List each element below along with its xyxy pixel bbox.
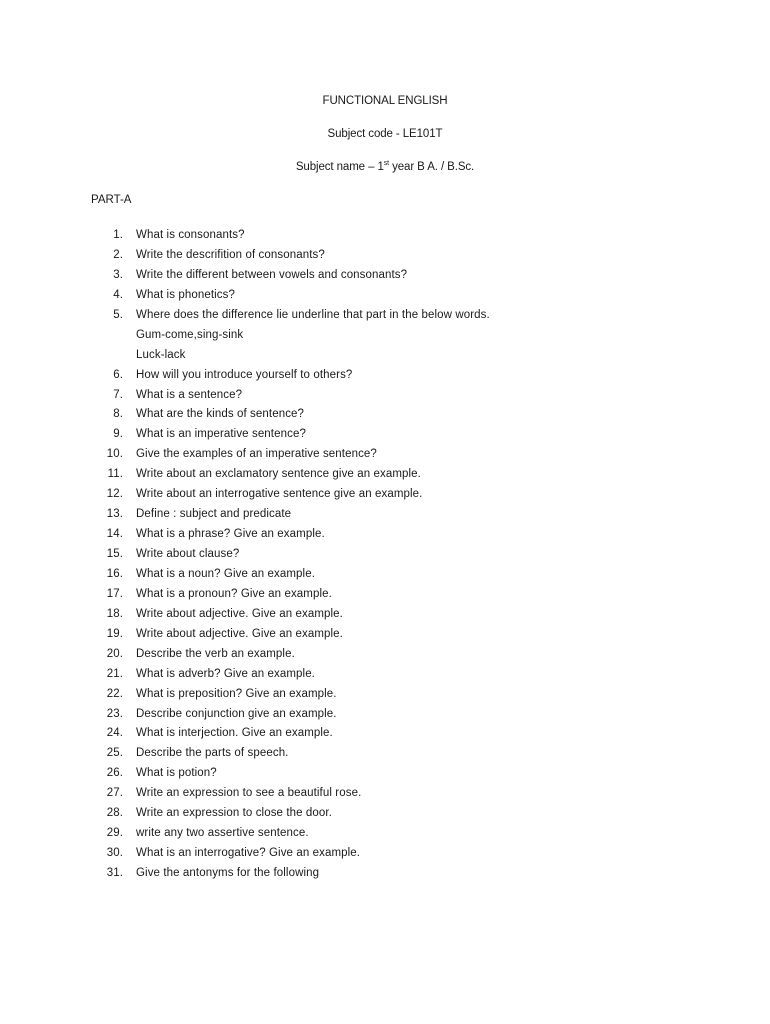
question-text: What is interjection. Give an example. bbox=[136, 727, 333, 740]
question-number: 6. bbox=[113, 368, 123, 381]
question-text: Give the antonyms for the following bbox=[136, 867, 320, 879]
question-text: Describe the parts of speech. bbox=[136, 747, 289, 760]
question-text: Write the different between vowels and consonants? bbox=[136, 268, 408, 281]
question-item bbox=[0, 446, 770, 466]
question-item bbox=[0, 466, 770, 486]
question-item bbox=[0, 406, 770, 426]
question-number: 7. bbox=[113, 388, 123, 401]
question-text: Gum-come,sing-sink bbox=[136, 328, 244, 341]
question-text: What is a noun? Give an example. bbox=[136, 567, 315, 580]
question-item bbox=[0, 725, 770, 745]
question-number: 4. bbox=[113, 288, 123, 301]
question-number: 19. bbox=[106, 627, 123, 640]
question-item bbox=[0, 426, 770, 446]
question-text: Write an expression to see a beautiful rose. bbox=[136, 787, 362, 800]
question-text: Define : subject and predicate bbox=[136, 508, 292, 521]
question-number: 18. bbox=[106, 607, 123, 620]
question-item bbox=[0, 865, 770, 885]
subject-name-prefix: Subject name – 1 bbox=[295, 161, 384, 173]
question-number: 16. bbox=[106, 567, 123, 580]
question-text: Describe conjunction give an example. bbox=[136, 707, 337, 720]
question-item bbox=[0, 247, 770, 267]
question-text: How will you introduce yourself to others? bbox=[136, 368, 353, 381]
question-item bbox=[0, 686, 770, 706]
question-item bbox=[0, 307, 770, 327]
question-number: 30. bbox=[106, 847, 123, 860]
question-number: 2. bbox=[113, 248, 123, 261]
question-text: Give the examples of an imperative sentence? bbox=[136, 448, 377, 461]
question-text: What is preposition? Give an example. bbox=[136, 687, 337, 700]
question-number: 29. bbox=[106, 827, 123, 840]
question-item bbox=[0, 267, 770, 287]
question-text: What is an imperative sentence? bbox=[136, 428, 306, 441]
question-item bbox=[0, 566, 770, 586]
question-item bbox=[0, 845, 770, 865]
question-number: 17. bbox=[106, 587, 123, 600]
question-number: 14. bbox=[106, 528, 123, 541]
question-text: What is potion? bbox=[136, 767, 217, 780]
question-text: write any two assertive sentence. bbox=[136, 827, 309, 840]
question-number: 5. bbox=[113, 308, 123, 321]
question-item bbox=[0, 666, 770, 686]
question-item bbox=[0, 606, 770, 626]
question-text: Write about adjective. Give an example. bbox=[136, 607, 343, 620]
question-number: 23. bbox=[106, 707, 123, 720]
question-item bbox=[0, 745, 770, 765]
question-number: 12. bbox=[106, 488, 123, 501]
question-text: What is consonants? bbox=[136, 229, 245, 241]
question-item bbox=[0, 227, 770, 247]
question-list bbox=[0, 227, 770, 885]
question-number: 28. bbox=[106, 807, 123, 820]
question-text: Luck-lack bbox=[136, 348, 186, 361]
question-item bbox=[0, 626, 770, 646]
question-text: Where does the difference lie underline that part in the below words. bbox=[136, 308, 490, 321]
question-number: 11. bbox=[107, 468, 123, 481]
question-text: What is a pronoun? Give an example. bbox=[136, 587, 332, 600]
question-text: Write about clause? bbox=[136, 548, 240, 560]
question-item bbox=[0, 287, 770, 307]
question-number: 24. bbox=[106, 727, 123, 740]
document-title: FUNCTIONAL ENGLISH bbox=[322, 95, 448, 107]
question-number: 9. bbox=[113, 428, 123, 441]
question-number: 13. bbox=[106, 508, 123, 521]
question-number: 8. bbox=[113, 408, 123, 421]
question-text: Write about an exclamatory sentence give an example. bbox=[136, 468, 421, 481]
question-number: 21. bbox=[106, 667, 123, 680]
question-item bbox=[0, 347, 770, 367]
subject-code: Subject code - LE101T bbox=[327, 128, 443, 140]
question-number: 3. bbox=[113, 268, 123, 281]
question-item bbox=[0, 825, 770, 845]
question-item bbox=[0, 646, 770, 666]
question-number: 25. bbox=[106, 747, 123, 760]
subject-name-superscript: st bbox=[383, 160, 390, 167]
question-number: 22. bbox=[106, 687, 123, 700]
question-text: What is adverb? Give an example. bbox=[136, 667, 315, 680]
question-text: What is an interrogative? Give an example. bbox=[136, 847, 361, 860]
section-label: PART-A bbox=[91, 194, 132, 206]
question-number: 10. bbox=[106, 448, 123, 461]
question-text: Write about an interrogative sentence give an example. bbox=[136, 488, 423, 501]
question-item bbox=[0, 526, 770, 546]
question-item bbox=[0, 785, 770, 805]
question-item bbox=[0, 387, 770, 407]
question-item bbox=[0, 706, 770, 726]
question-text: What is a phrase? Give an example. bbox=[136, 528, 325, 541]
question-text: What is phonetics? bbox=[136, 288, 235, 301]
subject-name bbox=[0, 161, 770, 173]
question-number: 20. bbox=[106, 647, 123, 660]
question-number: 1. bbox=[113, 229, 123, 241]
question-number: 26. bbox=[106, 767, 123, 780]
question-number: 27. bbox=[106, 787, 123, 800]
question-text: Describe the verb an example. bbox=[136, 647, 295, 660]
question-item bbox=[0, 586, 770, 606]
question-item bbox=[0, 546, 770, 566]
question-item bbox=[0, 765, 770, 785]
question-text: Write the descrifition of consonants? bbox=[136, 248, 325, 261]
question-item bbox=[0, 506, 770, 526]
question-item bbox=[0, 805, 770, 825]
question-item bbox=[0, 367, 770, 387]
question-text: What is a sentence? bbox=[136, 388, 243, 401]
question-item bbox=[0, 486, 770, 506]
question-number: 15. bbox=[106, 548, 123, 560]
question-text: What are the kinds of sentence? bbox=[136, 408, 305, 421]
subject-name-suffix: year B A. / B.Sc. bbox=[389, 161, 475, 173]
question-text: Write about adjective. Give an example. bbox=[136, 627, 343, 640]
question-number: 31. bbox=[106, 867, 123, 879]
question-item bbox=[0, 327, 770, 347]
question-text: Write an expression to close the door. bbox=[136, 807, 332, 820]
